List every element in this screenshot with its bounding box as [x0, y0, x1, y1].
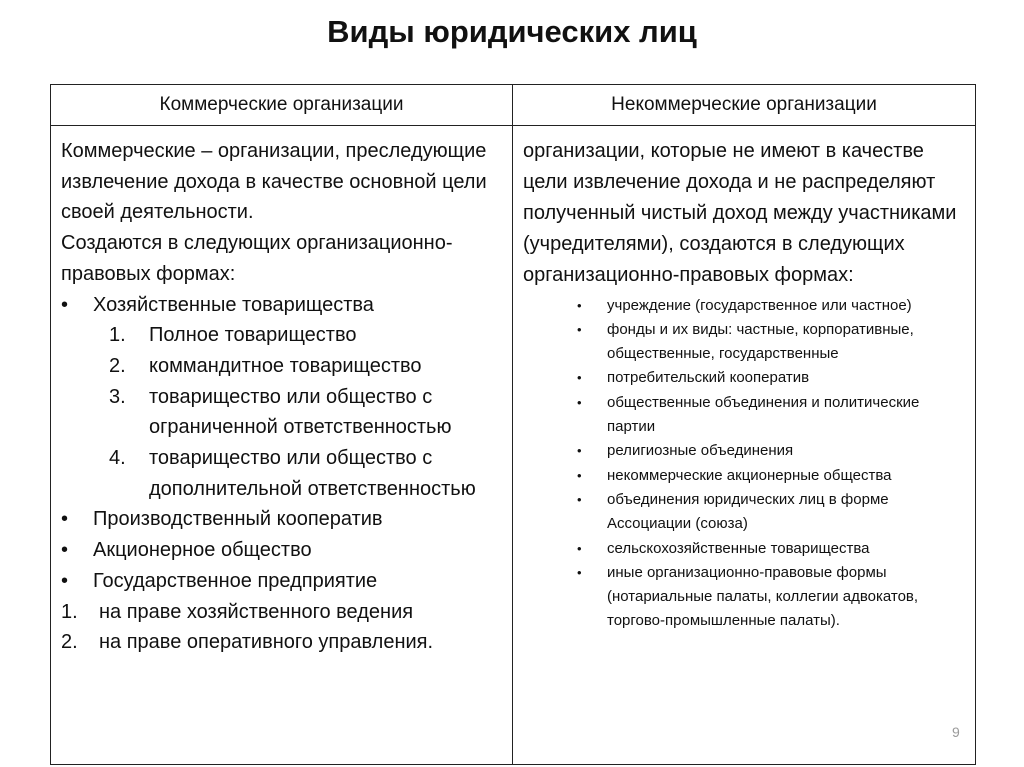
- list-item-text: коммандитное товарищество: [149, 354, 422, 377]
- list-item: [61, 627, 502, 658]
- commercial-definition: Коммерческие – организации, преследующие извлечение дохода в качестве основной цели своей деятельности.: [61, 140, 487, 224]
- list-item-text: на праве оперативного управления.: [99, 631, 434, 654]
- list-item-text: религиозные объединения: [607, 442, 794, 460]
- bullet-marker: •: [61, 293, 69, 316]
- number-marker: 1.: [61, 600, 78, 623]
- list-item: [61, 290, 502, 321]
- list-item: [523, 537, 965, 561]
- bullet-marker: •: [61, 508, 69, 531]
- slide-title: Виды юридических лиц: [327, 14, 697, 49]
- legal-entities-table: [50, 84, 976, 765]
- page-number: 9: [952, 724, 960, 740]
- list-item-text: на праве хозяйственного ведения: [99, 600, 414, 623]
- bullet-marker: •: [577, 297, 582, 313]
- list-item-text: иные организационно-правовые формы (нотариальные палаты, коллегии адвокатов, торгово-промышленные палаты).: [607, 563, 919, 630]
- list-item-text: некоммерческие акционерные общества: [607, 466, 892, 484]
- list-item-text: Полное товарищество: [149, 324, 357, 347]
- list-item-text: потребительский кооператив: [607, 369, 810, 387]
- list-item-text: сельскохозяйственные товарищества: [607, 539, 870, 557]
- commercial-forms-intro: Создаются в следующих организационно-правовых формах:: [61, 232, 453, 285]
- list-item: [523, 464, 965, 488]
- list-item: [61, 443, 502, 504]
- commercial-cell: [51, 126, 513, 765]
- noncommercial-cell: [513, 126, 976, 765]
- bullet-marker: •: [577, 467, 582, 483]
- list-item: [61, 535, 502, 566]
- list-item: [61, 504, 502, 535]
- bullet-marker: •: [61, 539, 69, 562]
- list-item-text: товарищество или общество с дополнительной ответственностью: [149, 447, 476, 500]
- list-item-text: общественные объединения и политические партии: [607, 393, 920, 436]
- list-item-text: учреждение (государственное или частное): [607, 296, 912, 314]
- number-marker: 4.: [109, 447, 126, 470]
- header-commercial: Коммерческие организации: [51, 85, 513, 126]
- bullet-marker: •: [577, 491, 582, 507]
- list-item-text: Хозяйственные товарищества: [93, 293, 374, 316]
- bullet-marker: •: [577, 370, 582, 386]
- number-marker: 2.: [61, 631, 78, 654]
- bullet-marker: •: [577, 443, 582, 459]
- list-item: [523, 439, 965, 463]
- header-noncommercial: Некоммерческие организации: [513, 85, 976, 126]
- list-item-text: Государственное предприятие: [93, 569, 378, 592]
- list-item-text: фонды и их виды: частные, корпоративные, общественные, государственные: [607, 320, 914, 363]
- bullet-marker: •: [577, 321, 582, 337]
- list-item: [523, 488, 965, 537]
- bullet-marker: •: [61, 569, 69, 592]
- list-item: [61, 351, 502, 382]
- number-marker: 3.: [109, 385, 126, 408]
- bullet-marker: •: [577, 564, 582, 580]
- list-item-text: Акционерное общество: [93, 539, 312, 562]
- bullet-marker: •: [577, 394, 582, 410]
- noncommercial-definition: организации, которые не имеют в качестве цели извлечение дохода и не распределяют полученный чистый доход между участниками (учредителями), создаются в следующих организационно-правовых формах:: [523, 140, 957, 286]
- list-item: [61, 597, 502, 628]
- list-item-text: товарищество или общество с ограниченной ответственностью: [149, 385, 452, 439]
- list-item-text: объединения юридических лиц в форме Ассоциации (союза): [607, 490, 889, 533]
- list-item: [61, 382, 502, 443]
- bullet-marker: •: [577, 540, 582, 556]
- list-item: [523, 391, 965, 440]
- list-item: [523, 366, 965, 390]
- list-item: [523, 561, 965, 634]
- list-item: [523, 294, 965, 318]
- list-item-text: Производственный кооператив: [93, 508, 383, 531]
- list-item: [61, 320, 502, 351]
- list-item: [523, 318, 965, 367]
- noncommercial-forms-list: [523, 294, 965, 634]
- number-marker: 2.: [109, 354, 126, 377]
- number-marker: 1.: [109, 324, 126, 347]
- list-item: [61, 566, 502, 597]
